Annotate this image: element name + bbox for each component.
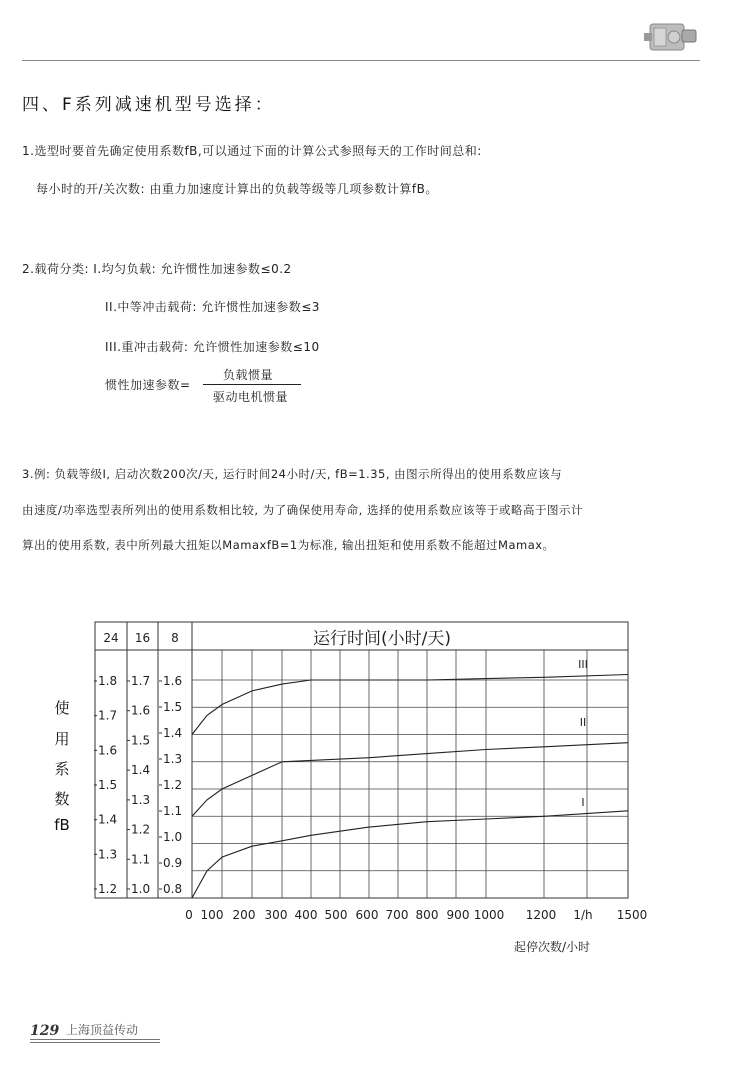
y-scale-16-label: 1.3	[131, 792, 151, 807]
y-scale-16-label: 1.7	[131, 674, 151, 688]
x-tick-label: 0	[185, 908, 193, 922]
hours-header-8: 8	[171, 631, 179, 645]
x-axis-label: 起停次数/小时	[513, 940, 591, 954]
ylabel-char-5: fB	[54, 816, 70, 834]
y-scale-24-label: 1.5	[98, 778, 118, 792]
y-scale-16-label: 1.4	[131, 763, 151, 778]
chart-title: 运行时间(小时/天)	[313, 629, 451, 649]
ylabel-char-3: 系	[54, 760, 70, 778]
x-tick-label: 1000	[473, 908, 505, 922]
page-number: 129	[30, 1023, 60, 1039]
y-scale-16-label: 1.6	[131, 703, 151, 718]
y-scale-24-label: 1.7	[98, 708, 118, 723]
y-scale-24-label: 1.3	[98, 847, 118, 862]
x-tick-label: 100	[200, 908, 224, 922]
series-label-i: I	[581, 796, 585, 809]
y-scale-8-label: 1.0	[163, 830, 183, 844]
y-scale-8-label: 1.4	[163, 726, 183, 740]
formula-numerator: 负载惯量	[223, 368, 274, 382]
service-factor-chart	[0, 600, 730, 980]
y-scale-16-label: 1.2	[131, 822, 151, 837]
y-scale-16-label: 1.5	[131, 733, 151, 748]
y-scale-24-label: 1.6	[98, 743, 118, 758]
gearbox-logo-icon	[642, 14, 702, 58]
section3-line1: 3.例: 负载等级I, 启动次数200次/天, 运行时间24小时/天, fB=1.35, 由图示所得出的使用系数应该与	[22, 467, 563, 481]
y-scale-8-label: 1.5	[163, 700, 183, 714]
y-scale-24-label: 1.8	[98, 674, 118, 688]
x-tick-label: 500	[324, 908, 348, 922]
series-line-i	[192, 811, 628, 898]
x-tick-label: 700	[385, 908, 409, 922]
y-scale-8-label: 1.6	[163, 674, 183, 688]
footer-rule	[30, 1042, 160, 1043]
x-tick-label: 800	[415, 908, 439, 922]
series-line-iii	[192, 675, 628, 735]
x-tick-label: 200	[232, 908, 256, 922]
header-rule	[22, 60, 700, 61]
section2-line1: 2.载荷分类: I.均匀负载: 允许惯性加速参数≤0.2	[22, 262, 292, 276]
section1-line2: 每小时的开/关次数: 由重力加速度计算出的负载等级等几项参数计算fB。	[36, 182, 438, 196]
x-tick-label: 1500	[616, 908, 648, 922]
section1-line1: 1.选型时要首先确定使用系数fB,可以通过下面的计算公式参照每天的工作时间总和:	[22, 144, 482, 158]
series-label-ii: II	[579, 716, 587, 729]
section2-line3: III.重冲击载荷: 允许惯性加速参数≤10	[105, 340, 320, 354]
y-scale-8-label: 1.1	[163, 804, 183, 818]
y-scale-24-label: 1.2	[98, 882, 118, 896]
x-tick-label: 300	[264, 908, 288, 922]
ylabel-char-4: 数	[54, 790, 70, 808]
series-line-ii	[192, 743, 628, 817]
formula-fraction-bar	[203, 384, 301, 385]
y-scale-8-label: 1.2	[163, 778, 183, 792]
y-scale-16-label: 1.0	[131, 882, 151, 896]
y-scale-8-label: 0.8	[163, 882, 183, 896]
hours-header-16: 16	[134, 631, 151, 645]
y-scale-16-label: 1.1	[131, 852, 151, 867]
x-tick-label: 900	[446, 908, 470, 922]
formula-denominator: 驱动电机惯量	[213, 390, 289, 404]
formula-lhs: 惯性加速参数=	[105, 378, 191, 392]
ylabel-char-2: 用	[54, 730, 70, 748]
footer-company: 上海顶益传动	[66, 1023, 139, 1037]
y-scale-8-label: 0.9	[163, 856, 183, 870]
section3-line3: 算出的使用系数, 表中所列最大扭矩以MamaxfB=1为标准, 输出扭矩和使用系数不能超过Mamax。	[22, 538, 555, 552]
y-scale-8-label: 1.3	[163, 752, 183, 766]
x-tick-label: 1200	[525, 908, 557, 922]
x-tick-label: 400	[294, 908, 318, 922]
ylabel-char-1: 使	[54, 699, 70, 717]
hours-header-24: 24	[103, 631, 119, 645]
series-label-iii: III	[578, 658, 588, 671]
x-tick-label: 1/h	[573, 908, 593, 922]
section2-line2: II.中等冲击载荷: 允许惯性加速参数≤3	[105, 300, 320, 314]
footer-rule	[30, 1039, 160, 1040]
page-title: 四、F系列减速机型号选择：	[22, 95, 275, 115]
y-scale-24-label: 1.4	[98, 812, 118, 827]
section3-line2: 由速度/功率选型表所列出的使用系数相比较, 为了确保使用寿命, 选择的使用系数应该等于或略高于图示计	[22, 503, 583, 517]
x-tick-label: 600	[355, 908, 379, 922]
